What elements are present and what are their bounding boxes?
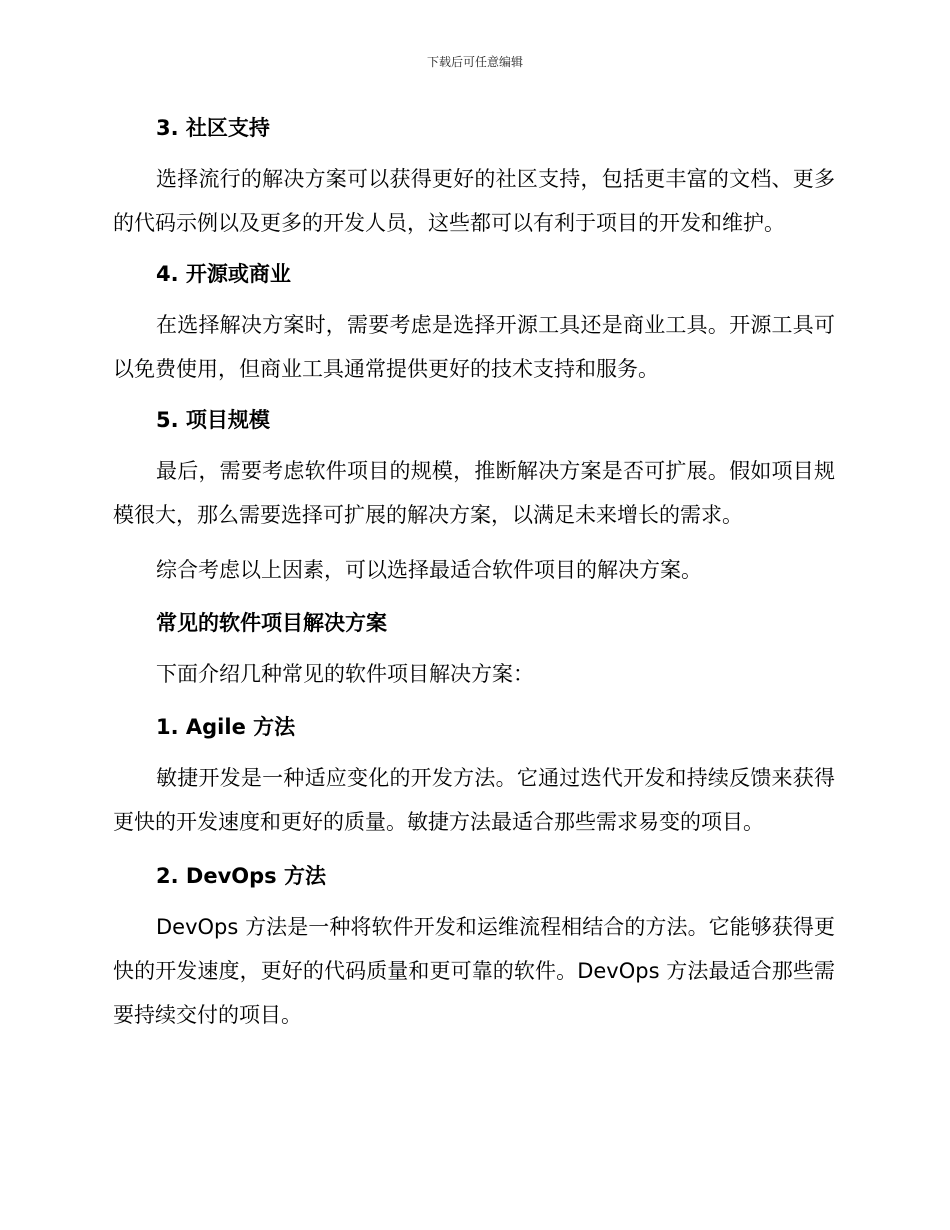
- paragraph-devops: DevOps 方法是一种将软件开发和运维流程相结合的方法。它能够获得更快的开发速度，更好的代码质量和更可靠的软件。DevOps 方法最适合那些需要持续交付的项目。: [113, 915, 835, 1027]
- section-heading-open-source-or-commercial: 4. 开源或商业: [156, 262, 291, 286]
- paragraph-agile: 敏捷开发是一种适应变化的开发方法。它通过迭代开发和持续反馈来获得更快的开发速度和更好的质量。敏捷方法最适合那些需求易变的项目。: [113, 766, 835, 834]
- section-heading-common-solutions: 常见的软件项目解决方案: [156, 611, 387, 635]
- paragraph-community-support: 选择流行的解决方案可以获得更好的社区支持，包括更丰富的文档、更多的代码示例以及更多的开发人员，这些都可以有利于项目的开发和维护。: [113, 167, 835, 235]
- document-body: [113, 110, 835, 1037]
- section-heading-devops: 2. DevOps 方法: [156, 864, 326, 888]
- paragraph-common-solutions-intro: 下面介绍几种常见的软件项目解决方案：: [156, 662, 534, 686]
- paragraph-open-source-or-commercial: 在选择解决方案时，需要考虑是选择开源工具还是商业工具。开源工具可以免费使用，但商业工具通常提供更好的技术支持和服务。: [113, 313, 835, 381]
- section-heading-agile: 1. Agile 方法: [156, 715, 296, 739]
- page-header: 下载后可任意编辑: [426, 55, 523, 69]
- paragraph-summary: 综合考虑以上因素，可以选择最适合软件项目的解决方案。: [156, 558, 702, 582]
- section-heading-community-support: 3. 社区支持: [156, 116, 270, 140]
- section-heading-project-scale: 5. 项目规模: [156, 408, 270, 432]
- paragraph-project-scale: 最后，需要考虑软件项目的规模，推断解决方案是否可扩展。假如项目规模很大，那么需要选择可扩展的解决方案，以满足未来增长的需求。: [113, 459, 835, 527]
